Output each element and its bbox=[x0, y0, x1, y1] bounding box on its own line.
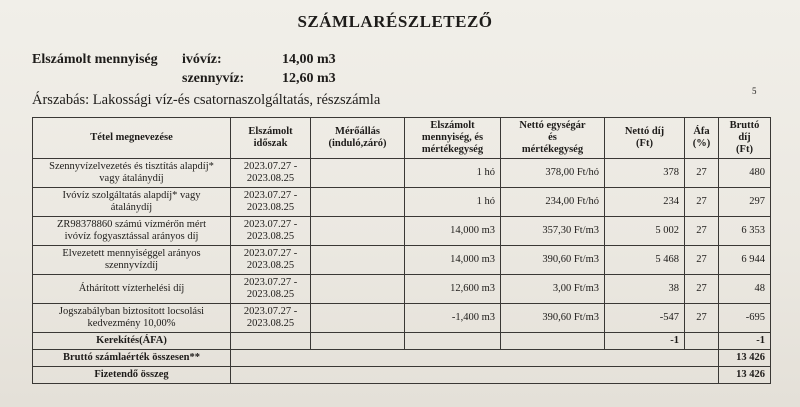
empty-cell bbox=[231, 350, 719, 367]
row-period: 2023.07.27 - 2023.08.25 bbox=[231, 159, 311, 188]
empty-cell bbox=[405, 333, 501, 350]
row-qty: 14,000 m3 bbox=[405, 217, 501, 246]
row-vat: 27 bbox=[685, 159, 719, 188]
row-period: 2023.07.27 - 2023.08.25 bbox=[231, 188, 311, 217]
header-vat: Áfa (%) bbox=[685, 118, 719, 159]
row-net: 234 bbox=[605, 188, 685, 217]
payable-value: 13 426 bbox=[719, 367, 771, 384]
row-meter bbox=[311, 246, 405, 275]
szennyviz-label: szennyvíz: bbox=[182, 71, 245, 86]
row-net: 38 bbox=[605, 275, 685, 304]
row-unit-price: 390,60 Ft/m3 bbox=[501, 304, 605, 333]
row-vat: 27 bbox=[685, 275, 719, 304]
table-row bbox=[33, 217, 771, 246]
row-meter bbox=[311, 188, 405, 217]
row-vat: 27 bbox=[685, 188, 719, 217]
rounding-label: Kerekítés(ÁFA) bbox=[33, 333, 231, 350]
table-row bbox=[33, 246, 771, 275]
tariff-line: Árszabás: Lakossági víz-és csatornaszolgáltatás, részszámla bbox=[32, 92, 381, 108]
row-vat: 27 bbox=[685, 217, 719, 246]
row-net: -547 bbox=[605, 304, 685, 333]
row-name: Jogszabályban biztosított locsolási kedvezmény 10,00% bbox=[33, 304, 231, 333]
row-unit-price: 378,00 Ft/hó bbox=[501, 159, 605, 188]
row-meter bbox=[311, 159, 405, 188]
rounding-gross: -1 bbox=[719, 333, 771, 350]
row-meter bbox=[311, 217, 405, 246]
rounding-net: -1 bbox=[605, 333, 685, 350]
quantity-label: Elszámolt mennyiség bbox=[32, 52, 158, 67]
ivoviz-label: ivóvíz: bbox=[182, 52, 222, 67]
row-name: ZR98378860 számú vízmérőn mért ivóvíz fogyasztással arányos díj bbox=[33, 217, 231, 246]
ivoviz-value: 14,00 m3 bbox=[282, 52, 336, 67]
row-meter bbox=[311, 304, 405, 333]
row-vat: 27 bbox=[685, 246, 719, 275]
row-gross: 480 bbox=[719, 159, 771, 188]
page-number: 5 bbox=[752, 86, 757, 96]
gross-total-row bbox=[33, 350, 771, 367]
header-qty: Elszámolt mennyiség, és mértékegység bbox=[405, 118, 501, 159]
row-gross: -695 bbox=[719, 304, 771, 333]
szennyviz-value: 12,60 m3 bbox=[282, 71, 336, 86]
row-name: Elvezetett mennyiséggel arányos szennyvízdíj bbox=[33, 246, 231, 275]
payable-row bbox=[33, 367, 771, 384]
header-period: Elszámolt időszak bbox=[231, 118, 311, 159]
header-meter: Mérőállás (induló,záró) bbox=[311, 118, 405, 159]
table-row bbox=[33, 159, 771, 188]
row-qty: 12,600 m3 bbox=[405, 275, 501, 304]
table-row bbox=[33, 304, 771, 333]
row-net: 5 468 bbox=[605, 246, 685, 275]
row-qty: 1 hó bbox=[405, 159, 501, 188]
row-meter bbox=[311, 275, 405, 304]
row-gross: 48 bbox=[719, 275, 771, 304]
table-row bbox=[33, 188, 771, 217]
row-period: 2023.07.27 - 2023.08.25 bbox=[231, 275, 311, 304]
row-unit-price: 390,60 Ft/m3 bbox=[501, 246, 605, 275]
empty-cell bbox=[231, 367, 719, 384]
row-gross: 6 353 bbox=[719, 217, 771, 246]
empty-cell bbox=[501, 333, 605, 350]
gross-total-label: Bruttó számlaérték összesen** bbox=[33, 350, 231, 367]
row-unit-price: 357,30 Ft/m3 bbox=[501, 217, 605, 246]
invoice-table bbox=[32, 117, 771, 384]
row-vat: 27 bbox=[685, 304, 719, 333]
row-period: 2023.07.27 - 2023.08.25 bbox=[231, 217, 311, 246]
row-period: 2023.07.27 - 2023.08.25 bbox=[231, 304, 311, 333]
table-row bbox=[33, 275, 771, 304]
row-net: 378 bbox=[605, 159, 685, 188]
table-header-row bbox=[33, 118, 771, 159]
row-unit-price: 234,00 Ft/hó bbox=[501, 188, 605, 217]
document-title: SZÁMLARÉSZLETEZŐ bbox=[297, 12, 493, 31]
row-name: Áthárított vízterhelési díj bbox=[33, 275, 231, 304]
row-qty: 1 hó bbox=[405, 188, 501, 217]
row-period: 2023.07.27 - 2023.08.25 bbox=[231, 246, 311, 275]
header-name: Tétel megnevezése bbox=[33, 118, 231, 159]
empty-cell bbox=[685, 333, 719, 350]
row-net: 5 002 bbox=[605, 217, 685, 246]
payable-label: Fizetendő összeg bbox=[33, 367, 231, 384]
row-gross: 297 bbox=[719, 188, 771, 217]
row-gross: 6 944 bbox=[719, 246, 771, 275]
header-net: Nettó díj (Ft) bbox=[605, 118, 685, 159]
rounding-row bbox=[33, 333, 771, 350]
empty-cell bbox=[311, 333, 405, 350]
gross-total-value: 13 426 bbox=[719, 350, 771, 367]
row-name: Ivóvíz szolgáltatás alapdíj* vagy átalánydíj bbox=[33, 188, 231, 217]
row-unit-price: 3,00 Ft/m3 bbox=[501, 275, 605, 304]
row-qty: 14,000 m3 bbox=[405, 246, 501, 275]
empty-cell bbox=[231, 333, 311, 350]
header-unit-price: Nettó egységár és mértékegység bbox=[501, 118, 605, 159]
row-name: Szennyvízelvezetés és tisztítás alapdíj* vagy átalánydíj bbox=[33, 159, 231, 188]
header-gross: Bruttó díj (Ft) bbox=[719, 118, 771, 159]
row-qty: -1,400 m3 bbox=[405, 304, 501, 333]
